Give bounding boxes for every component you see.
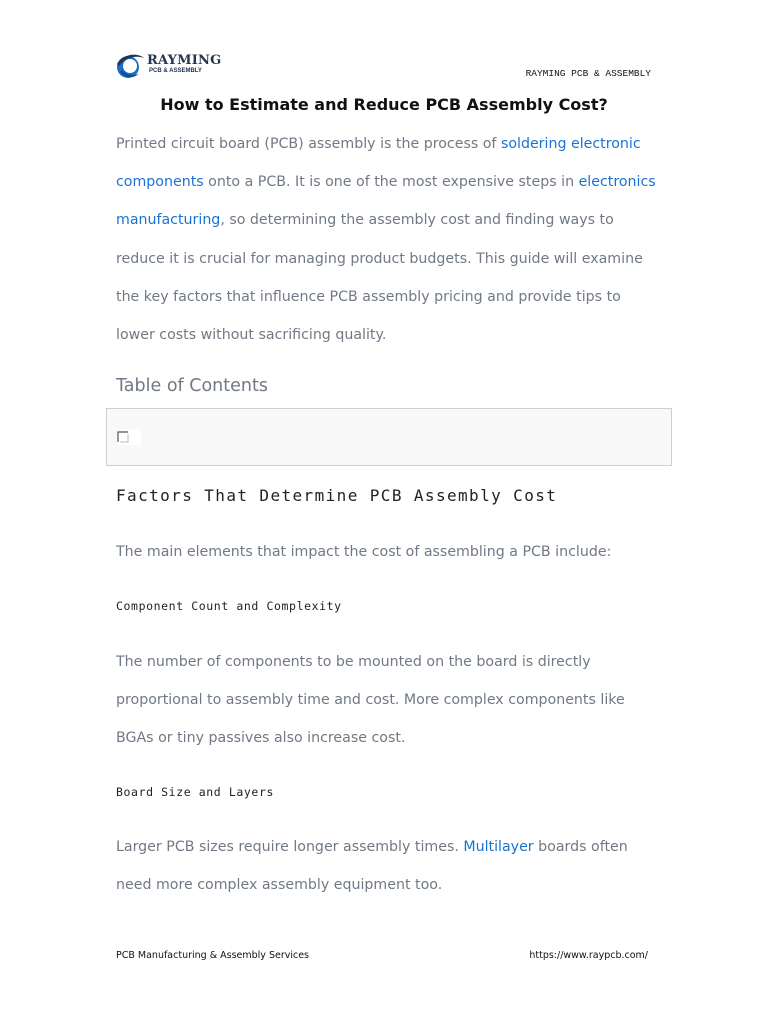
intro-text-3: , so determining the assembly cost and finding ways to reduce it is crucial for managing product budgets. This guide will examine the key factors that influence PCB assembly pricing and provide tips to lower costs without sacrificing quality. (116, 212, 643, 344)
section-heading-factors: Factors That Determine PCB Assembly Cost (116, 486, 558, 505)
intro-text-1: Printed circuit board (PCB) assembly is the process of (116, 136, 501, 152)
link-electronics-manufacturing[interactable]: electronics manufacturing (116, 174, 656, 229)
toc-toggle-button[interactable] (117, 429, 141, 445)
component-count-paragraph: The number of components to be mounted on the board is directly proportional to assembly time and cost. More complex components like BGAs or tiny passives also increase cost. (116, 654, 625, 747)
toggle-icon (117, 431, 129, 443)
subheading-board-size: Board Size and Layers (116, 785, 274, 799)
document-title: How to Estimate and Reduce PCB Assembly Cost? (160, 95, 608, 114)
header-company-name: RAYMING PCB & ASSEMBLY (525, 68, 651, 79)
intro-text-2: onto a PCB. It is one of the most expensive steps in (203, 174, 579, 191)
link-multilayer[interactable]: Multilayer (463, 839, 534, 855)
board-size-text-2: boards often need more complex assembly equipment too. (116, 839, 628, 894)
logo-name: RAYMING (147, 53, 222, 68)
subheading-component-count: Component Count and Complexity (116, 599, 342, 613)
board-size-paragraph (116, 828, 661, 904)
link-soldering-electronic-components[interactable]: soldering electronic components (116, 136, 641, 191)
footer-services: PCB Manufacturing & Assembly Services (116, 950, 310, 961)
toc-heading: Table of Contents (116, 376, 268, 396)
intro-paragraph (116, 125, 661, 354)
rayming-logo (115, 52, 225, 80)
section-lead-paragraph: The main elements that impact the cost of assembling a PCB include: (116, 544, 612, 560)
logo-swirl-icon (115, 52, 145, 80)
toc-box (106, 408, 672, 466)
logo-subtitle: PCB & ASSEMBLY (149, 68, 202, 74)
footer-url[interactable]: https://www.raypcb.com/ (529, 950, 648, 961)
board-size-text-1: Larger PCB sizes require longer assembly times. (116, 839, 464, 855)
